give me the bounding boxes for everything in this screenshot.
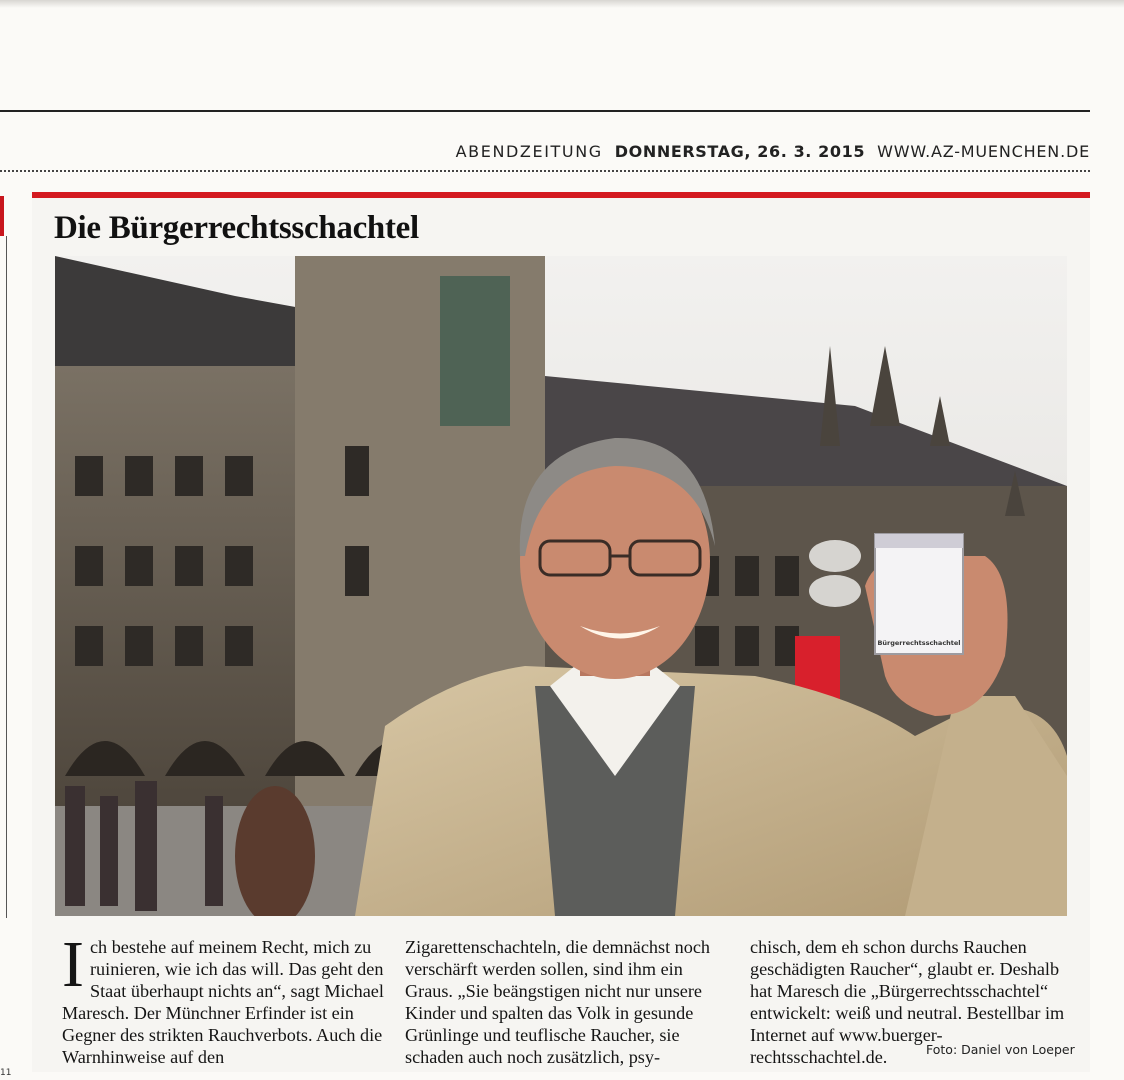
photo-lantern-1 — [809, 540, 861, 572]
column-1-text: ch bestehe auf meinem Recht, mich zu ruinieren, wie ich das will. Das geht den Staat überhaupt nichts an“, sagt Michael Maresch. Der Münchner Erfinder ist ein Gegner des strikten Rauchverbots. Auch die Warnhinweise auf den — [62, 937, 384, 1067]
photo-lantern-2 — [809, 575, 861, 607]
paper-top-edge — [0, 0, 1124, 8]
column-3-text: chisch, dem eh schon durchs Rauchen geschädigten Raucher“, glaubt er. Deshalb hat Maresch die „Bürgerrechtsschachtel“ entwickelt: weiß und neutral. Bestellbar im Internet auf www.buerger-rechtsschachtel.de. — [750, 937, 1065, 1067]
photo-credit: Foto: Daniel von Loeper — [926, 1042, 1075, 1057]
photo-cigarette-box — [875, 534, 963, 654]
article — [32, 192, 1090, 1072]
article-headline: Die Bürgerrechtsschachtel — [54, 210, 419, 246]
article-photo — [55, 256, 1067, 916]
article-column-2 — [405, 936, 727, 1068]
article-red-bar — [32, 192, 1090, 198]
page-marker: 11 — [0, 1068, 12, 1078]
paper-url: WWW.AZ-MUENCHEN.DE — [877, 142, 1090, 161]
top-rule — [0, 110, 1090, 112]
adjacent-article-border — [0, 236, 7, 918]
issue-date: DONNERSTAG, 26. 3. 2015 — [614, 142, 866, 161]
masthead — [0, 142, 1090, 161]
article-column-1 — [62, 928, 384, 1068]
dotted-rule — [0, 170, 1090, 172]
box-label: Bürgerrechtsschachtel — [877, 639, 961, 647]
paper-name: ABENDZEITUNG — [455, 142, 603, 161]
adjacent-article-red-bar — [0, 196, 4, 236]
column-2-text: Zigarettenschachteln, die demnächst noch verschärft werden sollen, sind ihm ein Graus. „Sie beängstigen nicht nur unsere Kinder und spalten das Volk in gesunde Grünlinge und teuflische Raucher, sie schaden auch noch zusätzlich, psy- — [405, 937, 711, 1067]
dropcap: I — [62, 928, 84, 1001]
photo-glockenspiel — [440, 276, 510, 426]
photo-illustration — [55, 256, 1067, 916]
